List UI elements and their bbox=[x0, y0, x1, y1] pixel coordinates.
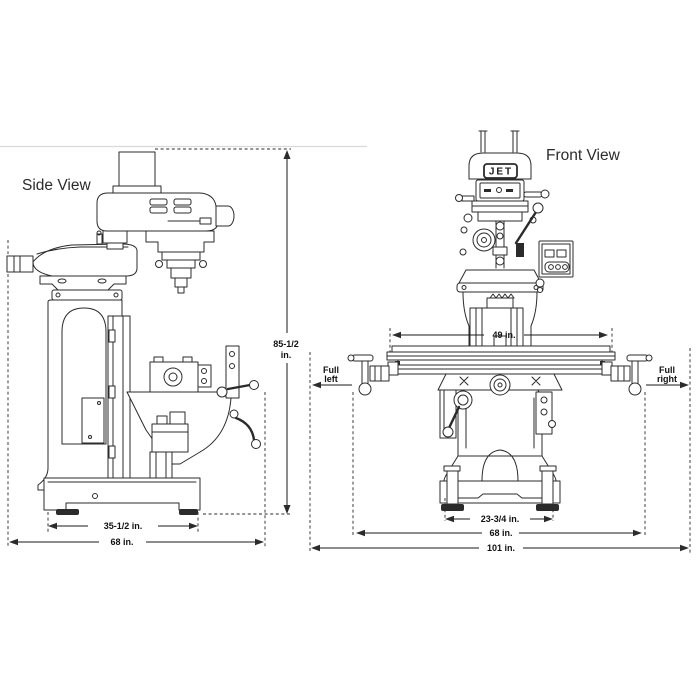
height-dimension bbox=[273, 150, 299, 514]
motor-flange bbox=[113, 186, 161, 193]
table-length-label: 49 in. bbox=[492, 330, 516, 340]
quill bbox=[171, 268, 191, 278]
knee-strut bbox=[150, 452, 172, 478]
full-left-annotation bbox=[312, 365, 352, 388]
full-left-label-line1: Full bbox=[323, 365, 339, 375]
depth-label: 68 in. bbox=[110, 537, 134, 547]
height-dimension-unit: in. bbox=[280, 350, 292, 360]
full-right-annotation bbox=[646, 365, 689, 388]
full-left-label-line2: left bbox=[324, 374, 338, 384]
feed-dial bbox=[473, 229, 495, 251]
leveling-foot bbox=[542, 471, 553, 504]
base-width-label: 35-1/2 in. bbox=[103, 521, 143, 531]
pedestal bbox=[444, 456, 556, 481]
leveling-foot bbox=[447, 471, 458, 504]
knee-crank-hub bbox=[454, 391, 472, 409]
foot-pad bbox=[56, 509, 79, 515]
overall-width-dimension bbox=[311, 543, 689, 553]
feed-box bbox=[152, 424, 188, 452]
turret bbox=[52, 290, 122, 300]
turret bbox=[459, 270, 541, 283]
machine-width-dimension bbox=[356, 528, 642, 538]
machine-base bbox=[44, 478, 200, 510]
electrical-box bbox=[536, 241, 573, 293]
saddle bbox=[40, 276, 126, 290]
overall-width-label: 101 in. bbox=[486, 543, 516, 553]
column-door bbox=[82, 398, 104, 443]
machine-width-label: 68 in. bbox=[489, 528, 513, 538]
head-block bbox=[146, 231, 214, 252]
depth-dimension bbox=[9, 537, 264, 547]
side-view-label: Side View bbox=[22, 177, 91, 194]
table-rail bbox=[392, 346, 610, 352]
height-dimension-value: 85-1/2 bbox=[273, 339, 299, 349]
foot-pad bbox=[179, 509, 198, 515]
leadscrew-bracket bbox=[226, 346, 239, 398]
full-right-label-line1: Full bbox=[659, 365, 675, 375]
base-width-dimension bbox=[48, 521, 198, 531]
full-right-label-line2: right bbox=[657, 374, 677, 384]
table bbox=[398, 360, 602, 374]
feet-width-dimension bbox=[445, 514, 553, 524]
motor bbox=[119, 152, 155, 186]
table-crank-right bbox=[602, 355, 652, 395]
feet-width-label: 23-3/4 in. bbox=[480, 514, 520, 524]
side-view-machine bbox=[7, 152, 261, 515]
table-crank-left bbox=[348, 355, 398, 395]
knee-crank-ball bbox=[443, 427, 453, 437]
front-view-label: Front View bbox=[546, 147, 620, 164]
foot-pad bbox=[536, 504, 559, 511]
front-view-machine bbox=[348, 131, 652, 511]
table-length-dimension bbox=[392, 330, 608, 340]
foot-pad bbox=[441, 504, 464, 511]
jet-logo: JET bbox=[488, 166, 514, 178]
